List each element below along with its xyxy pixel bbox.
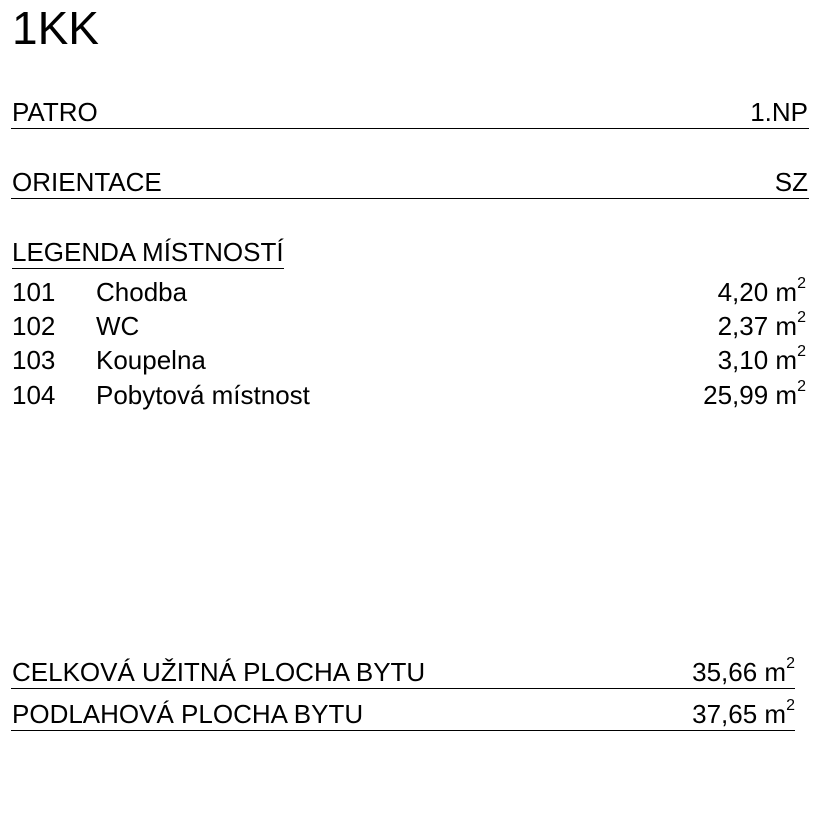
floor-label: PATRO xyxy=(12,97,98,127)
room-number: 102 xyxy=(12,311,56,341)
apartment-title: 1KK xyxy=(12,2,99,54)
area-unit-exponent: 2 xyxy=(786,697,795,715)
room-area xyxy=(718,275,806,309)
room-area-value: 3,10 xyxy=(717,345,769,375)
room-area-value: 4,20 xyxy=(717,277,769,307)
floor-area-label: PODLAHOVÁ PLOCHA BYTU xyxy=(12,699,364,729)
room-name: WC xyxy=(96,311,140,341)
room-area-value: 2,37 xyxy=(717,311,769,341)
orientation-label: ORIENTACE xyxy=(12,167,162,197)
room-row xyxy=(12,378,806,412)
room-number: 101 xyxy=(12,277,56,307)
floor-value: 1.NP xyxy=(750,97,808,127)
room-name: Pobytová místnost xyxy=(96,380,310,410)
legend-title: LEGENDA MÍSTNOSTÍ xyxy=(12,237,284,267)
orientation-value: SZ xyxy=(774,167,808,197)
room-name: Koupelna xyxy=(96,345,206,375)
area-unit-exponent: 2 xyxy=(797,343,806,361)
area-unit-exponent: 2 xyxy=(797,309,806,327)
floor-row xyxy=(11,92,809,129)
area-unit: m xyxy=(764,699,787,729)
area-unit: m xyxy=(775,380,798,410)
room-name: Chodba xyxy=(96,277,188,307)
usable-area-value xyxy=(692,655,795,687)
usable-area-number: 35,66 xyxy=(692,657,758,687)
room-area xyxy=(718,343,806,377)
room-area xyxy=(718,309,806,343)
room-area xyxy=(703,378,806,412)
room-row xyxy=(12,343,806,377)
room-row xyxy=(12,275,806,309)
floor-area-row xyxy=(11,694,795,731)
usable-area-label: CELKOVÁ UŽITNÁ PLOCHA BYTU xyxy=(12,657,426,687)
room-number: 104 xyxy=(12,380,56,410)
area-unit-exponent: 2 xyxy=(786,655,795,673)
floor-area-value xyxy=(692,697,795,729)
area-unit: m xyxy=(764,657,787,687)
area-unit: m xyxy=(775,345,798,375)
area-unit-exponent: 2 xyxy=(797,378,806,396)
orientation-row xyxy=(11,162,809,199)
room-row xyxy=(12,309,806,343)
usable-area-row xyxy=(11,652,795,689)
area-unit: m xyxy=(775,277,798,307)
room-area-value: 25,99 xyxy=(703,380,769,410)
floor-area-number: 37,65 xyxy=(692,699,758,729)
room-number: 103 xyxy=(12,345,56,375)
area-unit-exponent: 2 xyxy=(797,275,806,293)
area-unit: m xyxy=(775,311,798,341)
